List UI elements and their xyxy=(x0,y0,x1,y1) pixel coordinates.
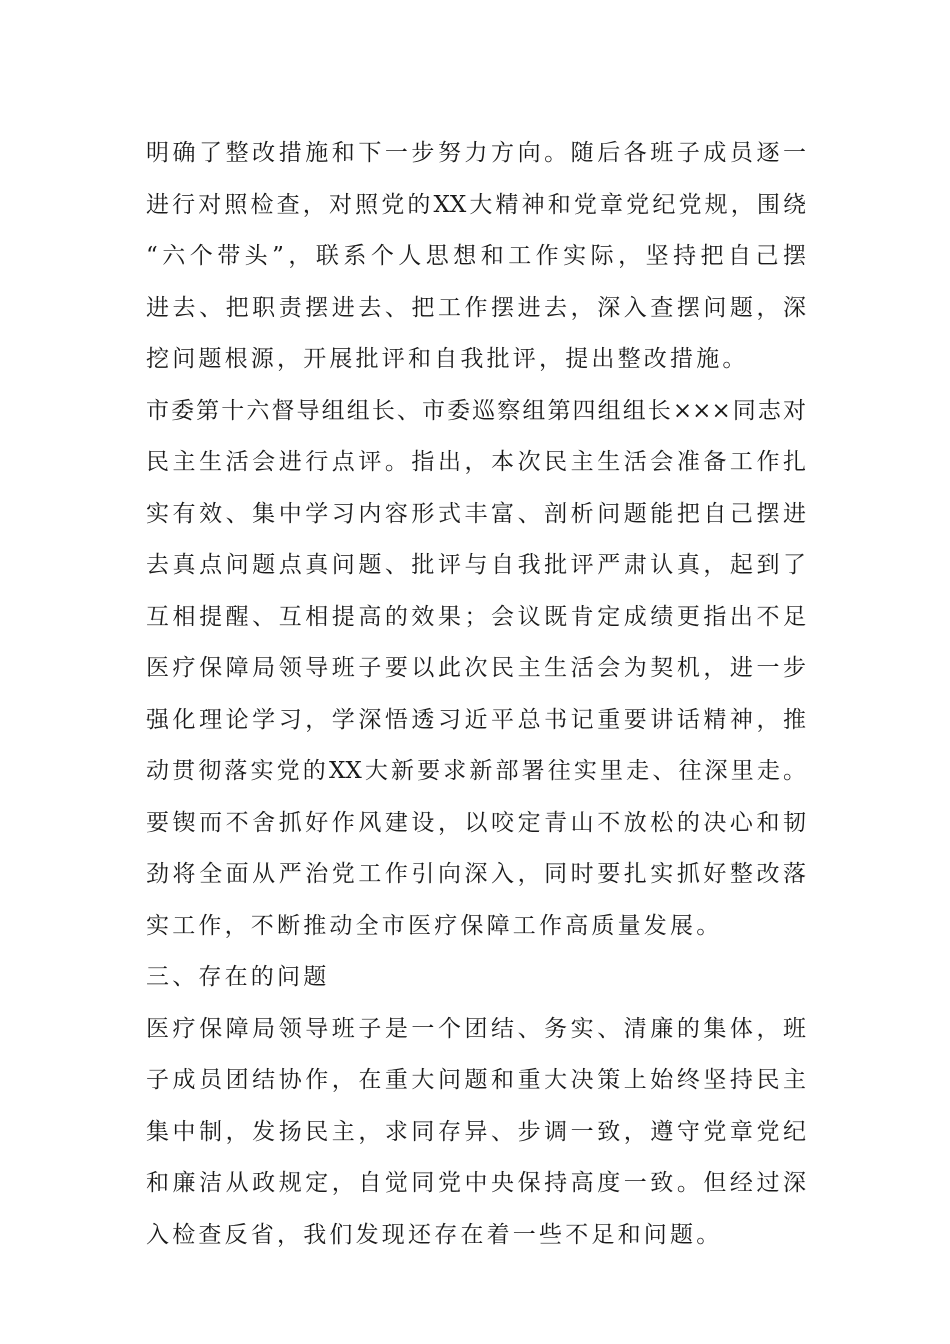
text-line: 入检查反省，我们发现还存在着一些不足和问题。 xyxy=(146,1221,723,1248)
document-page xyxy=(146,128,806,1261)
text-line: 要锲而不舍抓好作风建设，以咬定青山不放松的决心和韧 xyxy=(146,809,806,836)
text-line: 医疗保障局领导班子要以此次民主生活会为契机，进一步 xyxy=(146,655,806,681)
text-line: 动贯彻落实党的XX大新要求新部署往实里走、往深里走。 xyxy=(146,758,806,784)
paragraph-supervisor-comments xyxy=(146,386,806,953)
text-line: 市委第十六督导组组长、市委巡察组第四组组长×××同志对 xyxy=(146,397,806,424)
section-heading: 三、存在的问题 xyxy=(146,964,330,990)
text-line: 子成员团结协作，在重大问题和重大决策上始终坚持民主 xyxy=(146,1067,806,1093)
text-line: 实工作，不断推动全市医疗保障工作高质量发展。 xyxy=(146,912,723,939)
text-line: 和廉洁从政规定，自觉同党中央保持高度一致。但经过深 xyxy=(146,1170,806,1196)
text-line: 互相提醒、互相提高的效果；会议既肯定成绩更指出不足 xyxy=(146,603,806,630)
text-line: 明确了整改措施和下一步努力方向。随后各班子成员逐一 xyxy=(146,140,806,166)
text-line: 集中制，发扬民主，求同存异、步调一致，遵守党章党纪 xyxy=(146,1118,806,1145)
text-line: 劲将全面从严治党工作引向深入，同时要扎实抓好整改落 xyxy=(146,861,806,887)
text-line: 进行对照检查，对照党的XX大精神和党章党纪党规，围绕 xyxy=(146,191,806,218)
paragraph-rectification-review xyxy=(146,128,806,386)
paragraph-existing-problems xyxy=(146,1004,806,1262)
text-line: 去真点问题点真问题、批评与自我批评严肃认真，起到了 xyxy=(146,552,806,578)
text-line: 强化理论学习，学深悟透习近平总书记重要讲话精神，推 xyxy=(146,706,806,733)
text-line: 挖问题根源，开展批评和自我批评，提出整改措施。 xyxy=(146,346,749,372)
text-line: 医疗保障局领导班子是一个团结、务实、清廉的集体，班 xyxy=(146,1015,806,1042)
text-line: 进去、把职责摆进去、把工作摆进去，深入查摆问题，深 xyxy=(146,294,806,321)
text-line: “六个带头”，联系个人思想和工作实际，坚持把自己摆 xyxy=(146,243,806,269)
text-line: 实有效、集中学习内容形式丰富、剖析问题能把自己摆进 xyxy=(146,500,806,527)
text-line: 民主生活会进行点评。指出，本次民主生活会准备工作扎 xyxy=(146,449,806,475)
